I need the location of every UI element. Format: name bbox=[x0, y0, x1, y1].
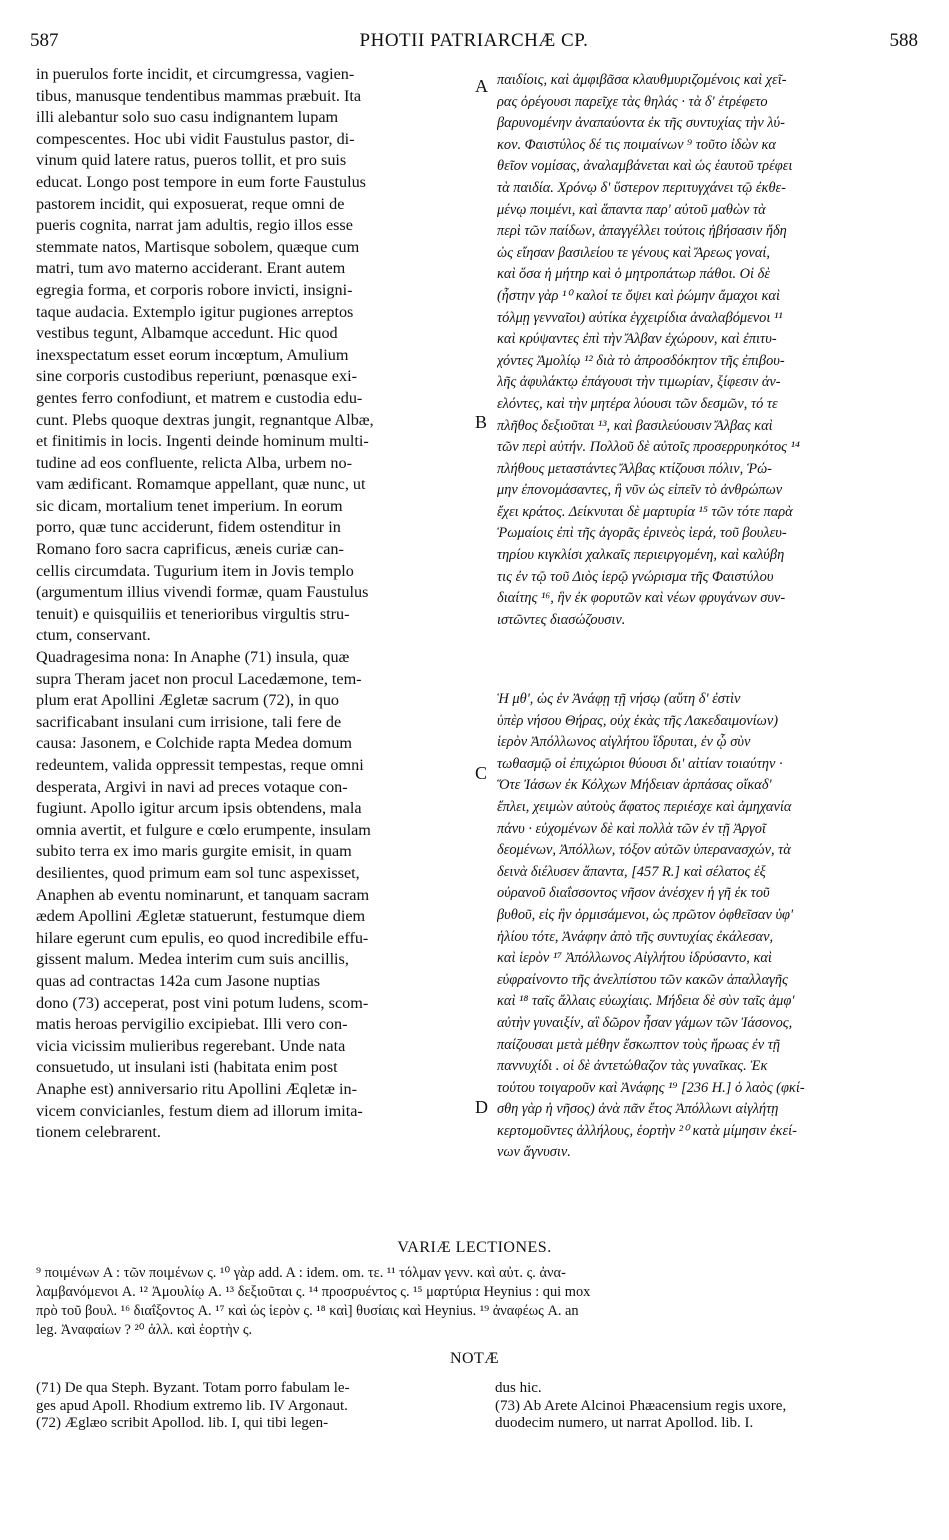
greek-text-line: βαρυνομένην ἀναπαύοντα ἐκ τῆς συντυχίας τὴν λύ- bbox=[497, 115, 785, 132]
running-title: PHOTII PATRIARCHÆ CP. bbox=[359, 30, 589, 51]
latin-text-line: redeuntem, valida oppressit tempestas, reque omni bbox=[36, 756, 364, 774]
greek-text-line: ἡλίου τότε, Ἀνάφην ἀπὸ τῆς συντυχίας ἐκάλεσαν, bbox=[497, 928, 774, 945]
latin-text-line: matis heroas pervigilio excipiebat. Illi vero con- bbox=[36, 1015, 348, 1034]
greek-text-line: παιδίοις, καὶ ἀμφιβᾶσα κλαυθμυριζομένοις καὶ χεῖ- bbox=[497, 72, 787, 88]
greek-text-line: βυθοῦ, εἰς ἣν ὁρμισάμενοι, ὡς πρῶτον ὀφθεῖσαν ὑφ' bbox=[497, 906, 794, 923]
latin-text-line: sine corporis custodibus reperiunt, pœnasque exi- bbox=[36, 367, 357, 386]
variae-lectiones bbox=[36, 1264, 924, 1340]
greek-text-line: χόντες Ἀμολίῳ ¹² διὰ τὸ ἀπροσδόκητον τῆς ἐπιβου- bbox=[497, 352, 785, 369]
greek-text-line: ρας ὀρέγουσι παρεῖχε τὰς θηλάς · τὰ δ' ἐτρέφετο bbox=[497, 93, 768, 110]
notae-left-column bbox=[36, 1380, 476, 1433]
margin-marker-d: D bbox=[475, 1097, 488, 1117]
greek-text-line: καὶ ¹⁸ ταῖς ἄλλαις εὐωχίαις. Μήδεια δὲ σὺν ταῖς ἀμφ' bbox=[497, 993, 795, 1010]
greek-text-line: καὶ κρύψαντες ἐπὶ τὴν Ἄλβαν ἐχώρουν, καὶ ἐπιτυ- bbox=[497, 331, 777, 348]
latin-text-line: egregia forma, et corporis robore invicti, insigni- bbox=[36, 280, 353, 299]
latin-text-line: Anaphen ab eventu nominarunt, et tanquam sacram bbox=[36, 885, 370, 904]
margin-marker-a: A bbox=[475, 76, 488, 96]
note-line: duodecim numero, ut narrat Apollod. lib. I. bbox=[495, 1415, 754, 1431]
greek-column bbox=[497, 70, 923, 631]
latin-text-line: taque audacia. Extemplo igitur pugiones arreptos bbox=[36, 302, 354, 321]
greek-text-line: τῶν περὶ αὐτήν. Πολλοῦ δὲ αὐτοῖς προσερρυηκότος ¹⁴ bbox=[497, 439, 800, 456]
latin-text-line: matri, tum avo materno acciderant. Erant autem bbox=[36, 259, 346, 278]
greek-text-line: δεομένων, Ἀπόλλων, τόξον αὐτῶν ὑπερανασχών, τὰ bbox=[497, 842, 791, 859]
greek-text-line: παννυχίδι . οἱ δὲ ἀντετώθαζον τὰς γυναῖκας. Ἐκ bbox=[497, 1058, 768, 1075]
latin-text-line: causa: Jasonem, e Colchide rapta Medea domum bbox=[36, 734, 353, 753]
greek-text-line: καὶ ἱερὸν ¹⁷ Ἀπόλλωνος Αἰγλήτου ἱδρύσαντο, καὶ bbox=[497, 950, 772, 967]
latin-text-line: sacrificabant insulani cum irrisione, tali fere de bbox=[36, 712, 342, 731]
right-page-number: 588 bbox=[889, 30, 918, 51]
note-line: (73) Ab Arete Alcinoi Phæacensium regis uxore, bbox=[495, 1397, 787, 1414]
variant-reading-line: ⁹ ποιμένων A : τῶν ποιμένων ς. ¹⁰ γὰρ add. A : idem. om. τε. ¹¹ τόλμαν γενν. καὶ αὐτ. ς. ἀνα- bbox=[36, 1265, 566, 1281]
greek-text-line: (ἦστην γὰρ ¹⁰ καλοί τε ὄψει καὶ ῥώμην ἄμαχοι καὶ bbox=[497, 287, 780, 304]
greek-text-line: τωθασμῷ οἱ ἐπιχώριοι θύουσι δι' αἰτίαν τοιαύτην · bbox=[497, 755, 783, 772]
latin-text-line: consuetudo, ut insulani isti (habitata enim post bbox=[36, 1058, 338, 1077]
greek-text-line: Ῥωμαίοις ἐπὶ τῆς ἀγορᾶς ἐρινεὸς ἱερά, τοῦ βουλευ- bbox=[497, 525, 787, 542]
greek-column-continued bbox=[497, 689, 923, 1164]
latin-text-line: vestibus tegunt, Albamque accedunt. Hic quod bbox=[36, 324, 338, 343]
greek-text-line: ὡς εἴησαν βασιλείου τε γένους καὶ Ἄρεως γοναί, bbox=[497, 244, 770, 261]
latin-text-line: desperata, Argivi in navi ad preces votaque con- bbox=[36, 777, 348, 796]
greek-text-line: αὐτὴν γυναιξίν, αἳ δῶρον ἦσαν γάμων τῶν Ἰάσονος, bbox=[497, 1014, 793, 1031]
latin-text-line: stemmate natos, Martisque sobolem, quæque cum bbox=[36, 237, 360, 256]
latin-text-line: vam ædificant. Romamque appellant, quæ nunc, ut bbox=[36, 475, 366, 494]
greek-text-line: λῆς ἀφυλάκτῳ ἐπάγουσι τὴν τιμωρίαν, ξίφεσιν ἀν- bbox=[497, 374, 781, 391]
latin-text-line: vinum quid latere ratus, pueros tollit, et pro suis bbox=[36, 151, 347, 170]
latin-text-line: in puerulos forte incidit, et circumgressa, vagien- bbox=[36, 65, 355, 83]
greek-text-line: διαίτης ¹⁶, ἣν ἐκ φορυτῶν καὶ νέων φρυγάνων συν- bbox=[497, 590, 786, 607]
greek-text-line: τηρίου κιγκλίσι χαλκαῖς περιειργομένη, καὶ καλύβη bbox=[497, 547, 785, 564]
greek-text-line: ιστῶντες διασώζουσιν. bbox=[497, 611, 626, 628]
greek-text-line: σθη γὰρ ἡ νῆσος) ἀνὰ πᾶν ἔτος Ἀπόλλωνι αἰγλήτῃ bbox=[497, 1101, 779, 1118]
greek-text-line: τούτου τοιγαροῦν καὶ Ἀνάφης ¹⁹ [236 H.] ὁ λαὸς (φκί- bbox=[497, 1079, 805, 1096]
margin-marker-b: B bbox=[475, 412, 488, 432]
latin-text-line: ctum, conservant. bbox=[36, 626, 151, 645]
latin-text-line: tudine ad eos confluente, relicta Alba, urbem no- bbox=[36, 453, 352, 472]
latin-text-line: Romano foro sacra caprificus, æneis curiæ can- bbox=[36, 540, 344, 559]
latin-text-line: illi alebantur solo suo casu indignantem lupam bbox=[36, 108, 339, 127]
latin-text-line: plum erat Apollini Ægletæ sacrum (72), in quo bbox=[36, 691, 340, 710]
greek-text-line: νων ἄγνυσιν. bbox=[497, 1144, 571, 1161]
greek-text-line: μην ἐπονομάσαντες, ἣ νῦν ὡς εἰπεῖν τὸ ἀνθρώπων bbox=[497, 482, 783, 499]
greek-text-line: Ὅτε Ἰάσων ἐκ Κόλχων Μήδειαν ἁρπάσας οἴκαδ' bbox=[497, 777, 772, 794]
greek-text-line: περὶ τῶν παίδων, ἀπαγγέλλει τούτοις ἠβήσασιν ἤδη bbox=[497, 223, 787, 240]
latin-text-line: dono (73) acceperat, post vini potum ludens, scom- bbox=[36, 993, 369, 1012]
greek-text-line: πάνυ · εὐχομένων δὲ καὶ πολλὰ τῶν ἐν τῇ Ἀργοῖ bbox=[497, 820, 766, 837]
left-page-number: 587 bbox=[30, 30, 59, 51]
greek-text-line: κερτομοῦντες ἀλλήλους, ἑορτὴν ²⁰ κατὰ μίμησιν ἐκεί- bbox=[497, 1122, 797, 1139]
greek-text-line: παίζουσαι μετὰ μέθην ἔσκωπτον τοὺς ἥρωας ἐν τῇ bbox=[497, 1036, 780, 1053]
latin-text-line: pueris cognita, narrat jam adultis, regio illos esse bbox=[36, 216, 353, 235]
variant-reading-line: πρὸ τοῦ βουλ. ¹⁶ διαΐξοντος A. ¹⁷ καὶ ὡς ἱερὸν ς. ¹⁸ καὶ] θυσίαις καὶ Heynius. ¹⁹ ἀναφέως A. an bbox=[36, 1303, 579, 1319]
greek-text-line: εὐφραίνοντο τῆς ἀνελπίστου τῶν κακῶν ἀπαλλαγῆς bbox=[497, 971, 788, 988]
greek-text-line: ἱερὸν Ἀπόλλωνος αἰγλήτου ἵδρυται, ἐν ᾧ σὺν bbox=[497, 734, 751, 751]
variant-reading-line: λαμβανόμενοι A. ¹² Ἀμουλίῳ A. ¹³ δεξιοῦται ς. ¹⁴ προσρυέντος ς. ¹⁵ μαρτύρια Heynius : qui mox bbox=[36, 1284, 591, 1300]
greek-text-line: πλήθους μεταστάντες Ἄλβας κτίζουσι πόλιν, Ῥώ- bbox=[497, 460, 772, 477]
greek-text-line: ἔπλει, χειμὼν αὐτοὺς ἄφατος περιέσχε καὶ ἀμηχανία bbox=[497, 798, 792, 815]
variant-reading-line: leg. Ἀναφαίων ? ²⁰ ἀλλ. καὶ ἑορτὴν ς. bbox=[36, 1322, 253, 1338]
greek-text-line: οὐρανοῦ διαΐσσοντος νῆσον ἀνέσχεν ἡ γῆ ἐκ τοῦ bbox=[497, 885, 770, 902]
greek-text-line: μένῳ ποιμένι, καὶ ἅπαντα παρ' αὐτοῦ μαθὼν τὰ bbox=[497, 201, 766, 218]
page-header bbox=[30, 30, 918, 56]
latin-text-line: Anaphe est) anniversario ritu Apollini Æqletæ in- bbox=[36, 1079, 357, 1098]
note-line: (72) Æglæo scribit Apollod. lib. I, qui tibi legen- bbox=[36, 1415, 329, 1431]
greek-text-line: τὰ παιδία. Χρόνῳ δ' ὕστερον περιτυγχάνει τῷ ἐκθε- bbox=[497, 179, 786, 196]
greek-text-line: ὑπὲρ νήσου Θήρας, οὐχ ἑκὰς τῆς Λακεδαιμονίων) bbox=[497, 712, 779, 729]
notae-heading: NOTÆ bbox=[449, 1350, 500, 1367]
latin-text-line: (argumentum illius vivendi formæ, quam Faustulus bbox=[36, 583, 369, 602]
latin-text-line: tibus, manusque tendentibus mammas præbuit. Ita bbox=[36, 86, 362, 105]
latin-column bbox=[36, 64, 470, 1144]
note-line: (71) De qua Steph. Byzant. Totam porro fabulam le- bbox=[36, 1380, 350, 1396]
latin-text-line: pastorem incidit, qui exposuerat, reque omni de bbox=[36, 194, 345, 213]
greek-text-line: ἔχει κράτος. Δείκνυται δὲ μαρτυρία ¹⁵ τῶν τότε παρὰ bbox=[497, 503, 793, 520]
note-line: ges apud Apoll. Rhodium extremo lib. IV Argonaut. bbox=[36, 1397, 348, 1414]
greek-text-line: κον. Φαιστύλος δέ τις ποιμαίνων ⁹ τοῦτο ἰδὼν κα bbox=[497, 136, 776, 153]
margin-marker-c: C bbox=[475, 763, 488, 783]
latin-text-line: et finitimis in locis. Ingenti deinde hominum multi- bbox=[36, 432, 369, 451]
greek-text-line: Ἡ μθ', ὡς ἐν Ἀνάφῃ τῇ νήσῳ (αὕτη δ' ἐστὶν bbox=[497, 691, 741, 707]
greek-text-line: δεινὰ διέλυσεν ἅπαντα, [457 R.] καὶ σέλατος ἐξ bbox=[497, 863, 766, 880]
latin-text-line: tionem celebrarent. bbox=[36, 1123, 161, 1142]
latin-text-line: vicia vicissim mulieribus regerebant. Unde nata bbox=[36, 1036, 346, 1055]
latin-text-line: subito terra ex imo maris gurgite emisit, in quam bbox=[36, 842, 352, 861]
latin-text-line: tenuit) e quisquiliis et tenerioribus virgultis stru- bbox=[36, 604, 350, 623]
latin-text-line: cellis circumdata. Tugurium item in Jovis templo bbox=[36, 561, 354, 580]
greek-text-line: τις ἐν τῷ τοῦ Διὸς ἱερῷ γνώρισμα τῆς Φαιστύλου bbox=[497, 568, 774, 585]
latin-text-line: educat. Longo post tempore in eum forte Faustulus bbox=[36, 172, 366, 191]
latin-text-line: supra Theram jacet non procul Lacedæmone, tem- bbox=[36, 669, 362, 688]
latin-text-line: quas ad contractas 142a cum Jasone nuptias bbox=[36, 971, 321, 990]
latin-text-line: vicem convicianles, festum diem ad illorum imita- bbox=[36, 1101, 363, 1120]
notae-right-column bbox=[495, 1380, 925, 1433]
latin-text-line: cunt. Plebs quoque dextras jungit, regnantque Albæ, bbox=[36, 410, 374, 429]
latin-text-line: hilare egerunt cum epulis, eo quod incredibile effu- bbox=[36, 928, 369, 947]
latin-text-line: gentes ferro confodiunt, et matrem e custodia edu- bbox=[36, 388, 363, 407]
latin-text-line: compescentes. Hoc ubi vidit Faustulus pastor, di- bbox=[36, 129, 355, 148]
note-line: dus hic. bbox=[495, 1380, 542, 1396]
variae-heading: VARIÆ LECTIONES. bbox=[397, 1239, 552, 1256]
latin-text-line: omnia avertit, et fulgure e cœlo erumpente, insulam bbox=[36, 820, 371, 839]
latin-text-line: porro, quæ tunc acciderunt, fidem ostenditur in bbox=[36, 518, 341, 537]
greek-text-line: καὶ ὅσα ἡ μήτηρ καὶ ὁ μητροπάτωρ πάθοι. Οἱ δὲ bbox=[497, 266, 771, 283]
latin-text-line: gissent malum. Medea interim cum suis ancillis, bbox=[36, 950, 349, 969]
latin-text-line: fugiunt. Apollo igitur arcum ipsis obtendens, mala bbox=[36, 799, 362, 818]
greek-text-line: θεῖον νομίσας, ἀναλαμβάνεται καὶ ὡς ἑαυτοῦ τρέφει bbox=[497, 158, 793, 175]
latin-text-line: Quadragesima nona: In Anaphe (71) insula, quæ bbox=[36, 648, 350, 667]
latin-text-line: desilientes, quod primum eam sol tunc aspexisset, bbox=[36, 863, 360, 882]
latin-text-line: sic dicam, mortalium tenet imperium. In eorum bbox=[36, 496, 343, 515]
greek-text-line: ελόντες, καὶ τὴν μητέρα λύουσι τῶν δεσμῶν, τό τε bbox=[497, 395, 778, 412]
latin-text-line: inexspectatum esset eorum incœptum, Amulium bbox=[36, 345, 349, 364]
latin-text-line: ædem Apollini Ægletæ statuerunt, festumque diem bbox=[36, 907, 366, 926]
greek-text-line: πλῆθος δεξιοῦται ¹³, καὶ βασιλεύουσιν Ἄλβας καὶ bbox=[497, 417, 773, 434]
greek-text-line: τόλμῃ γενναῖοι) αὐτίκα ἐγχειρίδια ἀναλαβόμενοι ¹¹ bbox=[497, 309, 783, 326]
